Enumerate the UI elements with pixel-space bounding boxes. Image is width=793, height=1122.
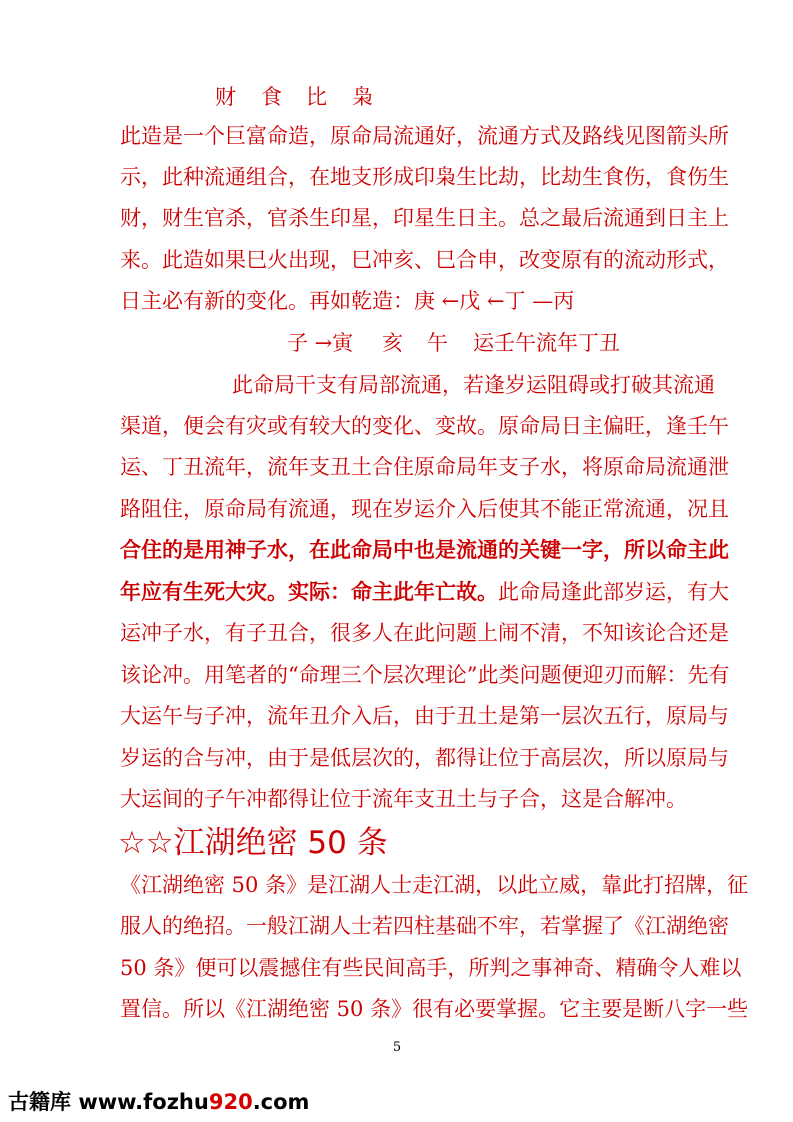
para2-bold-line: 合住的是用神子水，在此命局中也是流通的关键一字，所以命主此 xyxy=(120,537,729,562)
footer-url[interactable] xyxy=(78,1090,309,1114)
para2-normal-part: 此命局逢此部岁运，有大 xyxy=(498,580,729,604)
header-term-cai: 财 xyxy=(215,85,236,109)
para3-line-4: 置信。所以《江湖绝密 50 条》很有必要掌握。它主要是断八字一些 xyxy=(120,997,749,1021)
para3-line-1: 《江湖绝密 50 条》是江湖人士走江湖，以此立威，靠此打招牌，征 xyxy=(120,873,749,897)
para2-line-4: 路阻住，原命局有流通，现在岁运介入后使其不能正常流通，况且 xyxy=(120,497,729,521)
header-term-shi: 食 xyxy=(261,85,282,109)
header-terms xyxy=(0,82,793,112)
chart-branch-hai: 亥 xyxy=(382,331,403,355)
para1-line-4: 来。此造如果巳火出现，巳冲亥、巳合申，改变原有的流动形式， xyxy=(120,248,729,272)
chart-row xyxy=(0,328,793,358)
page-number: 5 xyxy=(392,1040,402,1055)
para1-line-5: 日主必有新的变化。再如乾造：庚 ←戊 ←丁 —丙 xyxy=(120,289,575,313)
para2-line-7: 运冲子水，有子丑合，很多人在此问题上闹不清，不知该论合还是 xyxy=(120,621,729,645)
section-heading: ☆☆江湖绝密 50 条 xyxy=(118,825,388,861)
para2-line-2: 渠道，便会有灾或有较大的变化、变故。原命局日主偏旺，逢壬午 xyxy=(120,414,729,438)
para1-line-2: 示，此种流通组合，在地支形成印枭生比劫，比劫生食伤，食伤生 xyxy=(120,165,729,189)
para2-bold-part: 年应有生死大灾。实际：命主此年亡故。 xyxy=(120,579,498,604)
para3-line-3: 50 条》便可以震撼住有些民间高手，所判之事神奇、精确令人难以 xyxy=(120,956,742,980)
para1-line-1: 此造是一个巨富命造，原命局流通好，流通方式及路线见图箭头所 xyxy=(120,124,729,148)
footer-url-suffix: .com xyxy=(252,1090,310,1114)
para1-line-3: 财，财生官杀，官杀生印星，印星生日主。总之最后流通到日主上 xyxy=(120,206,729,230)
footer-url-number: 920 xyxy=(208,1090,253,1114)
para2-line-1: 此命局干支有局部流通，若逢岁运阻碍或打破其流通 xyxy=(232,373,715,397)
header-term-bi: 比 xyxy=(306,85,327,109)
footer-url-prefix: www.fozhu xyxy=(78,1090,209,1114)
para2-line-9: 大运午与子冲，流年丑介入后，由于丑土是第一层次五行，原局与 xyxy=(120,704,729,728)
para2-line-10: 岁运的合与冲，由于是低层次的，都得让位于高层次，所以原局与 xyxy=(120,746,729,770)
para2-line-8: 该论冲。用笔者的“命理三个层次理论”此类问题便迎刃而解：先有 xyxy=(120,663,730,687)
chart-branch-wu: 午 xyxy=(427,331,448,355)
para2-line-6 xyxy=(120,577,729,607)
chart-luck-year: 运壬午流年丁丑 xyxy=(473,331,620,355)
header-term-xiao: 枭 xyxy=(352,85,373,109)
para2-line-11: 大运间的子午冲都得让位于流年支丑土与子合，这是合解冲。 xyxy=(120,787,687,811)
footer-label: 古籍库 xyxy=(8,1090,71,1114)
chart-branch-zi-yin: 子 →寅 xyxy=(287,331,354,355)
site-footer xyxy=(8,1086,309,1116)
para2-line-3: 运、丁丑流年，流年支丑土合住原命局年支子水，将原命局流通泄 xyxy=(120,455,729,479)
para3-line-2: 服人的绝招。一般江湖人士若四柱基础不牢，若掌握了《江湖绝密 xyxy=(120,914,729,938)
